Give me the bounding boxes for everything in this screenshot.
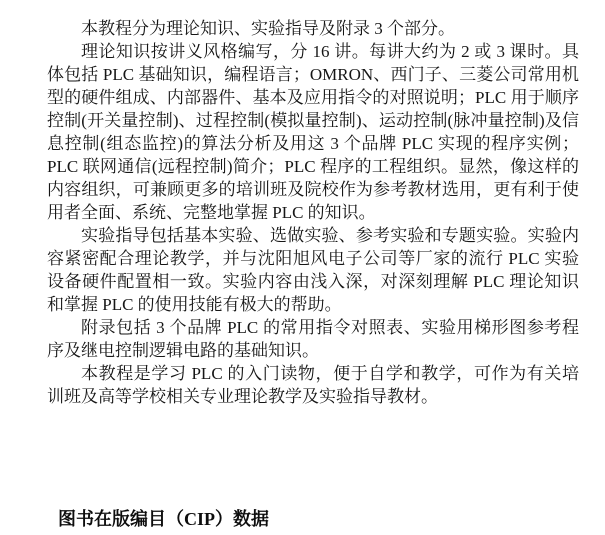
paragraph-appendix: 附录包括 3 个品牌 PLC 的常用指令对照表、实验用梯形图参考程序及继电控制逻辑电路的基础知识。: [47, 318, 579, 360]
paragraph-overview: 本教程分为理论知识、实验指导及附录 3 个部分。: [81, 19, 455, 38]
paragraph-audience: 本教程是学习 PLC 的入门读物，便于自学和教学，可作为有关培训班及高等学校相关专业理论教学及实验指导教材。: [47, 364, 579, 406]
cip-data-heading: 图书在版编目（CIP）数据: [58, 509, 269, 529]
paragraph-experiment: 实验指导包括基本实验、选做实验、参考实验和专题实验。实验内容紧密配合理论教学，并与沈阳旭风电子公司等厂家的流行 PLC 实验设备硬件配置相一致。实验内容由浅入深，对深刻理解 PLC 理论知识和掌握 PLC 的使用技能有极大的帮助。: [47, 226, 579, 314]
preface-text-block: [47, 17, 579, 408]
paragraph-theory: 理论知识按讲义风格编写，分 16 讲。每讲大约为 2 或 3 课时。具体包括 PLC 基础知识，编程语言；OMRON、西门子、三菱公司常用机型的硬件组成、内部器件、基本及应用指令的对照说明；PLC 用于顺序控制(开关量控制)、过程控制(模拟量控制)、运动控制(脉冲量控制)及信息控制(组态监控)的算法分析及用这 3 个品牌 PLC 实现的程序实例；PLC 联网通信(远程控制)简介；PLC 程序的工程组织。显然，像这样的内容组织，可兼顾更多的培训班及院校作为参考教材选用，更有利于使用者全面、系统、完整地掌握 PLC 的知识。: [47, 42, 579, 222]
